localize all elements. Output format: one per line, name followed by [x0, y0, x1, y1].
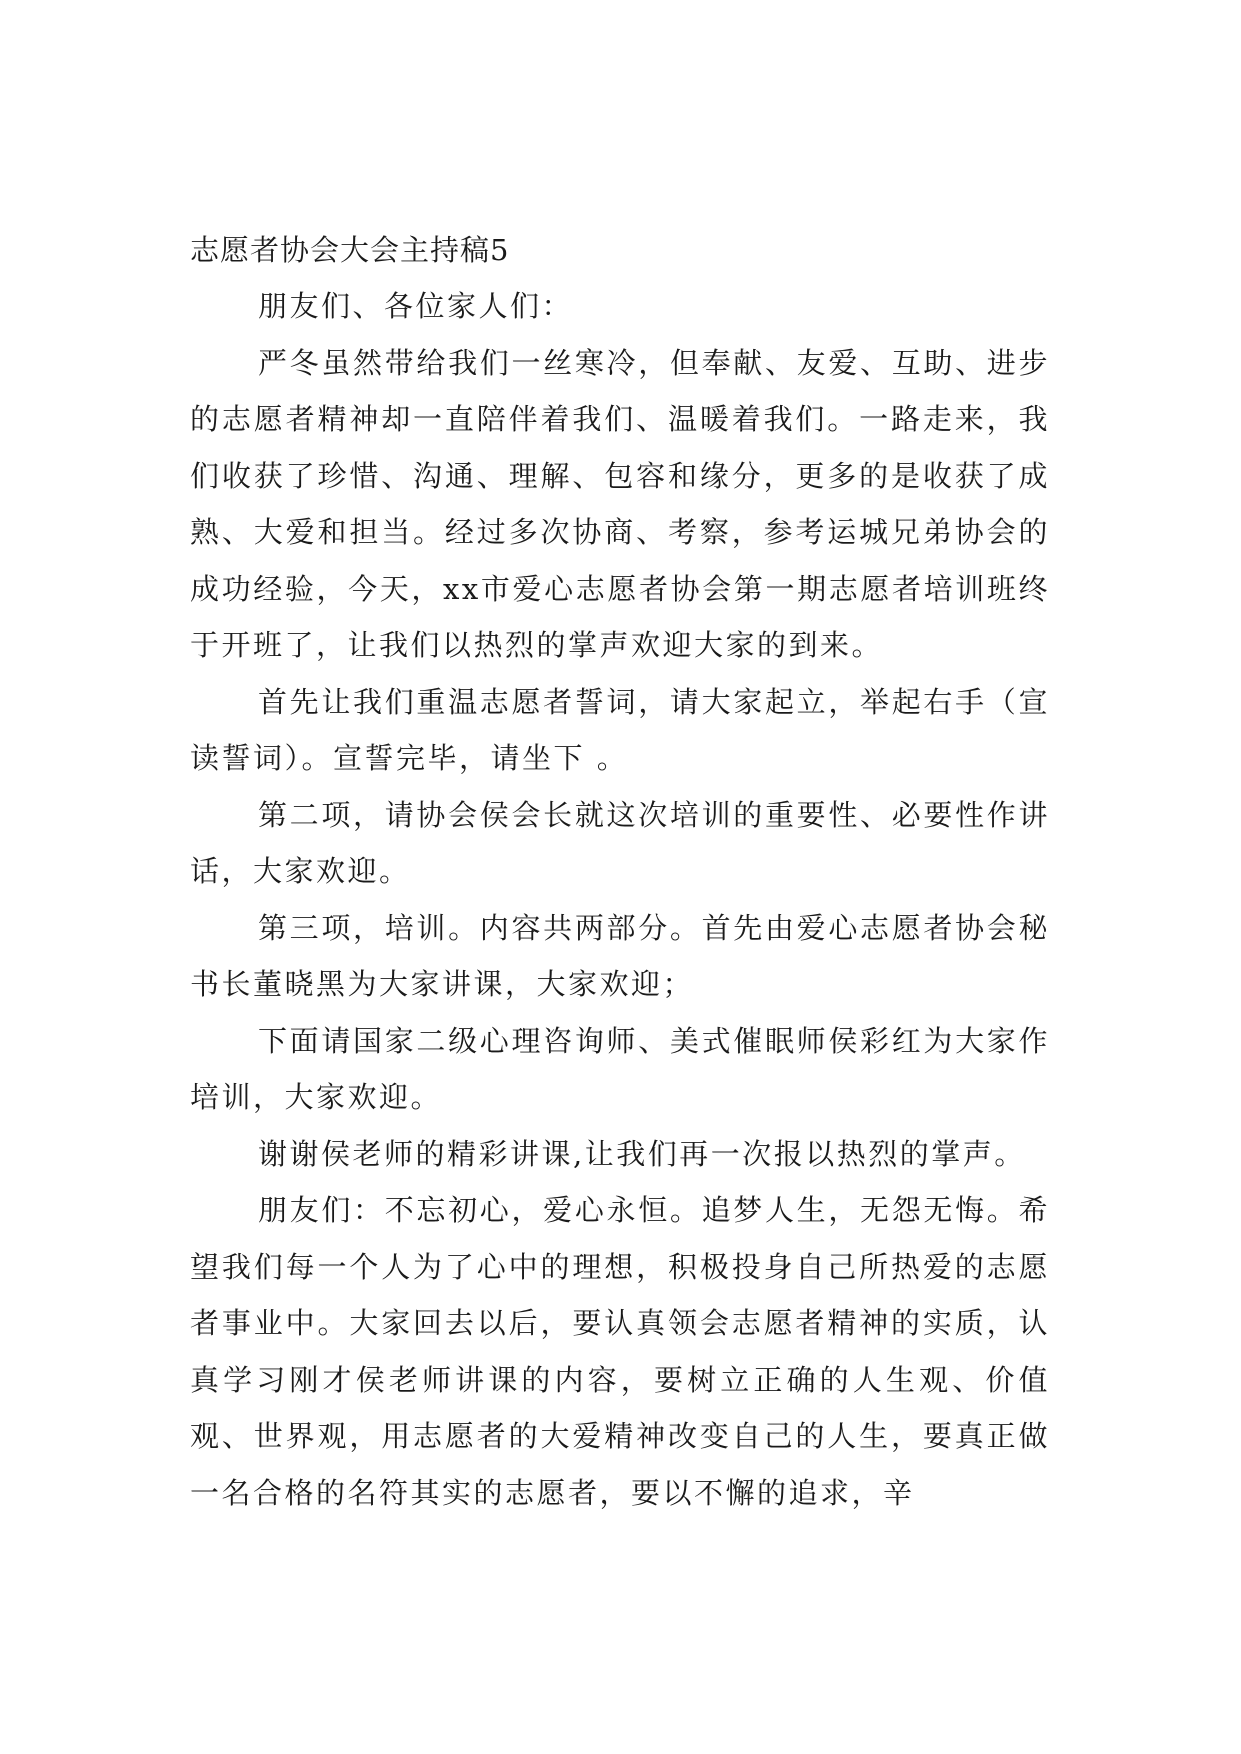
paragraph-opening: 严冬虽然带给我们一丝寒冷，但奉献、友爱、互助、进步的志愿者精神却一直陪伴着我们、温暖着我们。一路走来，我们收获了珍惜、沟通、理解、包容和缘分，更多的是收获了成熟、大爱和担当。经过多次协商、考察，参考运城兄弟协会的成功经验，今天，xx市爱心志愿者协会第一期志愿者培训班终于开班了，让我们以热烈的掌声欢迎大家的到来。 [190, 345, 1050, 662]
paragraph-item-three: 第三项，培训。内容共两部分。首先由爱心志愿者协会秘书长董晓黑为大家讲课，大家欢迎； [190, 910, 1050, 1001]
paragraph-oath: 首先让我们重温志愿者誓词，请大家起立，举起右手（宣读誓词）。宣誓完毕，请坐下 。 [190, 684, 1050, 775]
paragraph-closing: 朋友们：不忘初心，爱心永恒。追梦人生，无怨无悔。希望我们每一个人为了心中的理想，积极投身自己所热爱的志愿者事业中。大家回去以后，要认真领会志愿者精神的实质，认真学习刚才侯老师讲课的内容，要树立正确的人生观、价值观、世界观，用志愿者的大爱精神改变自己的人生，要真正做一名合格的名符其实的志愿者，要以不懈的追求，辛 [190, 1193, 1050, 1510]
document-body [190, 222, 1050, 1521]
document-title: 志愿者协会大会主持稿5 [190, 233, 510, 267]
paragraph-second-trainer: 下面请国家二级心理咨询师、美式催眠师侯彩红为大家作培训，大家欢迎。 [190, 1023, 1050, 1114]
paragraph-thanks: 谢谢侯老师的精彩讲课,让我们再一次报以热烈的掌声。 [258, 1136, 1026, 1171]
paragraph-item-two: 第二项，请协会侯会长就这次培训的重要性、必要性作讲话，大家欢迎。 [190, 797, 1050, 888]
paragraph-greeting: 朋友们、各位家人们： [258, 289, 574, 323]
